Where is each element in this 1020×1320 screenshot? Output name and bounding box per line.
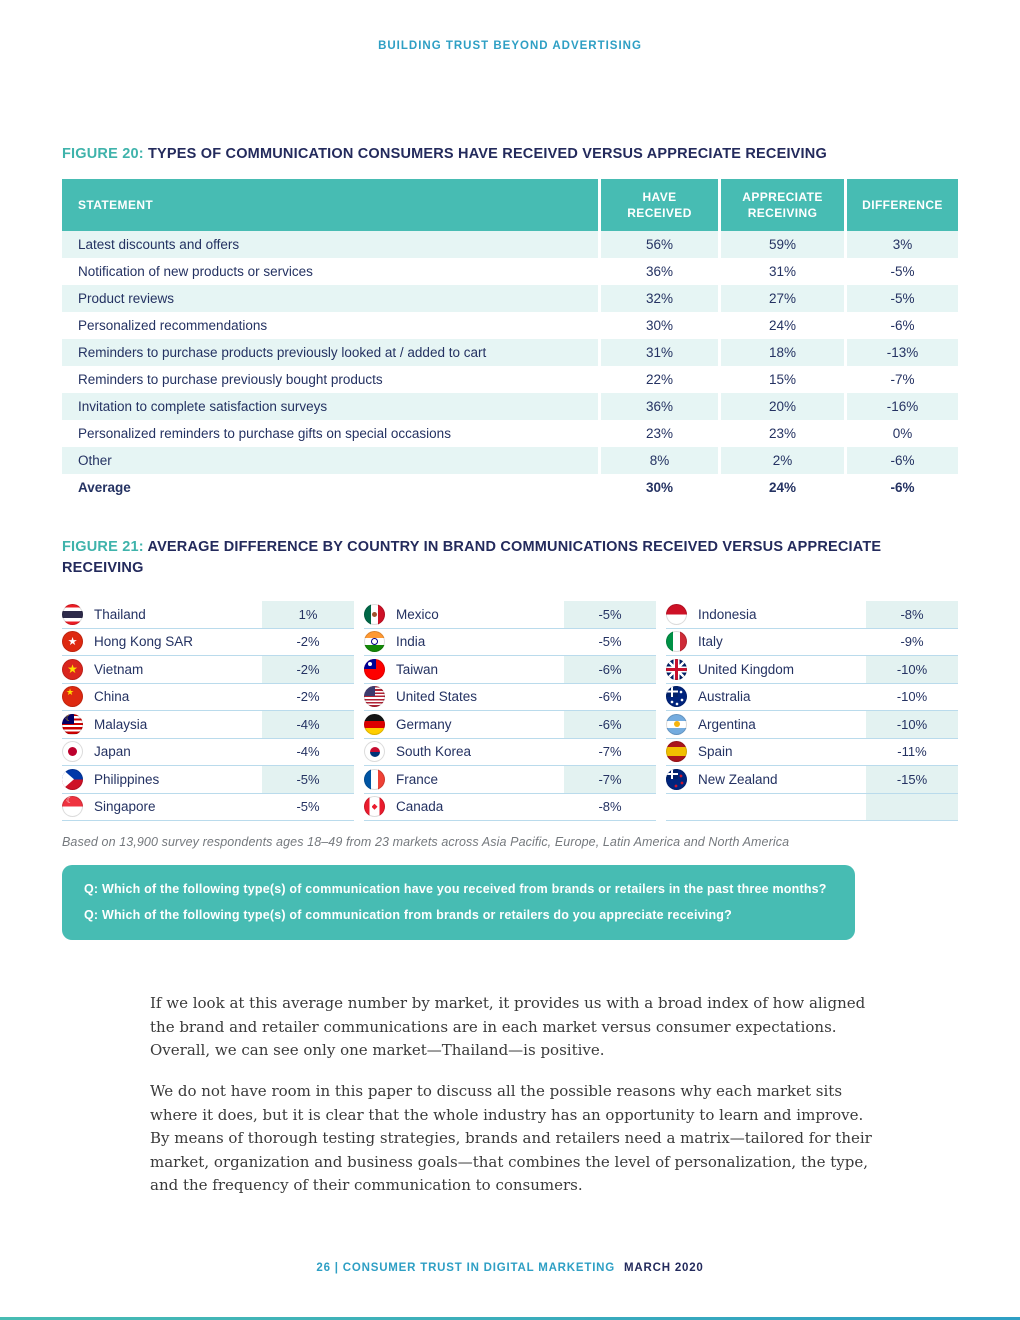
country-name: Singapore <box>94 799 156 815</box>
survey-question-2: Q: Which of the following type(s) of communication from brands or retailers do you appreciate receiving? <box>84 907 732 922</box>
country-row <box>62 684 354 712</box>
country-value: -4% <box>262 711 354 738</box>
country-value: -4% <box>296 744 320 760</box>
flag-italy-icon <box>666 631 687 652</box>
statement-cell: Other <box>78 453 112 469</box>
header-row <box>62 179 958 231</box>
country-name: France <box>396 771 439 787</box>
flag-argentina-icon <box>666 714 687 735</box>
figure21-title: AVERAGE DIFFERENCE BY COUNTRY IN BRAND COMMUNICATIONS RECEIVED VERSUS APPRECIATE RECEIVING <box>62 539 882 577</box>
appreciate-receiving-cell: 15% <box>718 366 844 393</box>
figure20-caption <box>62 144 958 165</box>
flag-thailand-icon <box>62 604 83 625</box>
column-header-label: STATEMENT <box>78 198 154 213</box>
figure20-table <box>62 179 958 501</box>
country-name: Germany <box>396 716 452 732</box>
figure20-title: TYPES OF COMMUNICATION CONSUMERS HAVE RECEIVED VERSUS APPRECIATE RECEIVING <box>148 146 827 162</box>
country-value: -15% <box>866 766 958 793</box>
difference-cell: -5% <box>844 285 958 312</box>
country-value: -7% <box>564 766 656 793</box>
appreciate-receiving-cell: 20% <box>718 393 844 420</box>
appreciate-receiving-cell: 59% <box>718 231 844 258</box>
appreciate-receiving-cell: 31% <box>718 258 844 285</box>
table-row <box>62 258 958 285</box>
country-row <box>666 601 958 629</box>
country-value: -8% <box>866 601 958 628</box>
country-name: South Korea <box>396 744 472 760</box>
country-row <box>666 739 958 767</box>
difference-cell: -6% <box>844 474 958 501</box>
flag-uk-icon <box>666 659 687 680</box>
difference-cell: -5% <box>844 258 958 285</box>
country-row <box>364 629 656 657</box>
country-name: Malaysia <box>94 716 148 732</box>
flag-malaysia-icon <box>62 714 83 735</box>
country-value: -5% <box>296 799 320 815</box>
country-value: -10% <box>896 689 928 705</box>
difference-cell: -7% <box>844 366 958 393</box>
table-row <box>62 285 958 312</box>
statement-cell: Product reviews <box>78 291 175 307</box>
flag-canada-icon <box>364 796 385 817</box>
figure21-grid <box>62 601 958 821</box>
figure20-table-head <box>62 179 958 231</box>
country-name: Japan <box>94 744 131 760</box>
survey-questions-box <box>62 865 855 940</box>
appreciate-receiving-cell: 18% <box>718 339 844 366</box>
body-paragraph-1: If we look at this average number by market, it provides us with a broad index of how aligned the brand and retailer communications are in each market versus consumer expectations. Overall, we can see only one market—Thailand—is positive. <box>150 994 866 1060</box>
table-row <box>62 366 958 393</box>
column-header-label: DIFFERENCE <box>862 197 943 212</box>
difference-cell: 3% <box>844 231 958 258</box>
flag-newzealand-icon <box>666 769 687 790</box>
country-row <box>666 684 958 712</box>
country-row <box>62 794 354 822</box>
difference-cell: -6% <box>844 447 958 474</box>
country-name: India <box>396 634 426 650</box>
difference-cell: 0% <box>844 420 958 447</box>
have-received-cell: 56% <box>598 231 718 258</box>
country-row <box>666 711 958 739</box>
statement-cell: Notification of new products or services <box>78 264 313 280</box>
have-received-cell: 30% <box>598 312 718 339</box>
appreciate-receiving-cell: 23% <box>718 420 844 447</box>
flag-japan-icon <box>62 741 83 762</box>
page-content <box>0 144 1020 1197</box>
country-value: -11% <box>897 744 927 760</box>
country-name: Thailand <box>94 606 146 622</box>
flag-singapore-icon <box>62 796 83 817</box>
flag-india-icon <box>364 631 385 652</box>
difference-cell: -16% <box>844 393 958 420</box>
statement-cell: Invitation to complete satisfaction surveys <box>78 399 328 415</box>
appreciate-receiving-cell: 24% <box>718 474 844 501</box>
country-value: -6% <box>564 656 656 683</box>
country-row <box>666 766 958 794</box>
have-received-cell: 30% <box>598 474 718 501</box>
country-column <box>62 601 354 821</box>
figure21-label: FIGURE 21: <box>62 539 144 556</box>
country-name: Indonesia <box>698 606 757 622</box>
have-received-cell: 22% <box>598 366 718 393</box>
flag-vietnam-icon <box>62 659 83 680</box>
country-name: China <box>94 689 130 705</box>
country-name: Canada <box>396 799 444 815</box>
table-row <box>62 447 958 474</box>
country-name: Australia <box>698 689 751 705</box>
country-value: -2% <box>296 689 320 705</box>
statement-cell: Latest discounts and offers <box>78 237 240 253</box>
statement-cell: Reminders to purchase previously bought products <box>78 372 383 388</box>
footer-report-title: 26 | CONSUMER TRUST IN DIGITAL MARKETING <box>316 1262 616 1274</box>
country-value: -2% <box>296 634 320 650</box>
country-row <box>364 711 656 739</box>
country-value: -5% <box>598 634 622 650</box>
column-header-statement <box>62 179 598 231</box>
difference-cell: -6% <box>844 312 958 339</box>
flag-china-icon <box>62 686 83 707</box>
country-row <box>364 601 656 629</box>
country-name: United States <box>396 689 478 705</box>
column-header-appreciate-receiving <box>718 179 844 231</box>
country-row-empty <box>666 794 958 822</box>
country-value: -5% <box>262 766 354 793</box>
footer-date: MARCH 2020 <box>624 1262 704 1274</box>
country-column <box>666 601 958 821</box>
country-name: Italy <box>698 634 723 650</box>
flag-indonesia-icon <box>666 604 687 625</box>
country-name: Taiwan <box>396 661 439 677</box>
country-row <box>364 656 656 684</box>
statement-cell: Average <box>78 480 131 496</box>
flag-france-icon <box>364 769 385 790</box>
country-value: -10% <box>866 656 958 683</box>
page-header-title: BUILDING TRUST BEYOND ADVERTISING <box>378 40 642 52</box>
figure20-table-body <box>62 231 958 501</box>
table-row <box>62 420 958 447</box>
country-name: Vietnam <box>94 661 144 677</box>
country-row <box>62 739 354 767</box>
country-name: Spain <box>698 744 733 760</box>
country-row <box>364 794 656 822</box>
flag-taiwan-icon <box>364 659 385 680</box>
country-name: New Zealand <box>698 771 778 787</box>
country-row <box>62 766 354 794</box>
appreciate-receiving-cell: 2% <box>718 447 844 474</box>
country-row <box>62 711 354 739</box>
country-name: Mexico <box>396 606 439 622</box>
appreciate-receiving-cell: 27% <box>718 285 844 312</box>
country-name: Argentina <box>698 716 756 732</box>
column-header-have-received <box>598 179 718 231</box>
flag-spain-icon <box>666 741 687 762</box>
have-received-cell: 23% <box>598 420 718 447</box>
methodology-footnote: Based on 13,900 survey respondents ages 18–49 from 23 markets across Asia Pacific, Europe, Latin America and North America <box>62 835 790 850</box>
have-received-cell: 8% <box>598 447 718 474</box>
country-value: -2% <box>262 656 354 683</box>
country-name: Philippines <box>94 771 160 787</box>
statement-cell: Personalized recommendations <box>78 318 268 334</box>
statement-cell: Reminders to purchase products previously looked at / added to cart <box>78 345 487 361</box>
difference-cell: -13% <box>844 339 958 366</box>
country-name: United Kingdom <box>698 661 795 677</box>
country-row <box>364 739 656 767</box>
country-value: -8% <box>598 799 622 815</box>
table-row <box>62 231 958 258</box>
country-value: -6% <box>564 711 656 738</box>
country-value: -6% <box>598 689 622 705</box>
page-footer <box>0 1262 1020 1274</box>
table-row <box>62 474 958 501</box>
column-header-label: APPRECIATE RECEIVING <box>742 189 823 221</box>
have-received-cell: 36% <box>598 393 718 420</box>
body-text <box>150 992 884 1197</box>
flag-germany-icon <box>364 714 385 735</box>
column-header-label: HAVE RECEIVED <box>627 189 692 221</box>
country-value: -10% <box>866 711 958 738</box>
have-received-cell: 32% <box>598 285 718 312</box>
country-row <box>62 629 354 657</box>
country-row <box>62 656 354 684</box>
flag-unitedstates-icon <box>364 686 385 707</box>
country-value: -9% <box>900 634 924 650</box>
country-row <box>364 684 656 712</box>
survey-question-1: Q: Which of the following type(s) of communication have you received from brands or retailers in the past three months? <box>84 882 827 897</box>
table-row <box>62 339 958 366</box>
country-row <box>666 629 958 657</box>
flag-philippines-icon <box>62 769 83 790</box>
flag-southkorea-icon <box>364 741 385 762</box>
figure20-label: FIGURE 20: <box>62 146 144 162</box>
country-value: -7% <box>598 744 622 760</box>
body-paragraph-2: We do not have room in this paper to discuss all the possible reasons why each market sits where it does, but it is clear that the whole industry has an opportunity to learn and improve. By means of thorough testing strategies, brands and retailers need a matrix—tailored for their market, organization and business goals—that combines the level of personalization, the type, and the frequency of their communication to consumers. <box>150 1082 872 1195</box>
flag-australia-icon <box>666 686 687 707</box>
country-row <box>666 656 958 684</box>
table-row <box>62 312 958 339</box>
figure21-caption <box>62 537 922 579</box>
have-received-cell: 36% <box>598 258 718 285</box>
column-header-difference <box>844 179 958 231</box>
country-value: 1% <box>262 601 354 628</box>
country-name: Hong Kong SAR <box>94 634 194 650</box>
country-row <box>62 601 354 629</box>
have-received-cell: 31% <box>598 339 718 366</box>
country-row <box>364 766 656 794</box>
country-column <box>364 601 656 821</box>
flag-mexico-icon <box>364 604 385 625</box>
country-value <box>866 794 958 821</box>
country-value: -5% <box>564 601 656 628</box>
appreciate-receiving-cell: 24% <box>718 312 844 339</box>
flag-hongkong-icon <box>62 631 83 652</box>
table-row <box>62 393 958 420</box>
statement-cell: Personalized reminders to purchase gifts on special occasions <box>78 426 451 442</box>
